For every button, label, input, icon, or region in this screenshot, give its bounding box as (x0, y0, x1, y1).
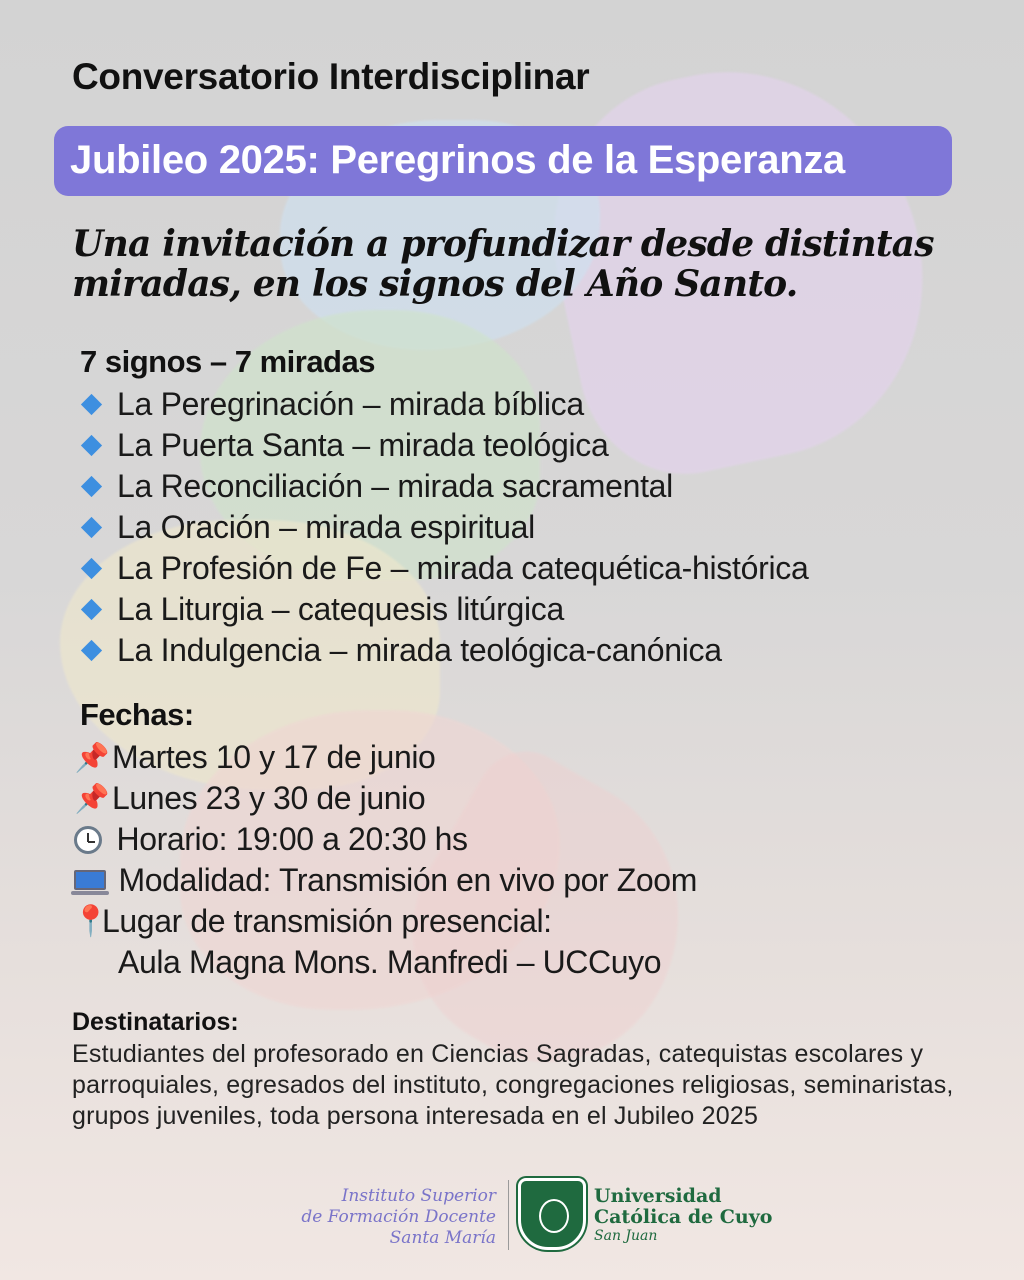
pushpin-icon: 📌 (74, 742, 110, 773)
diamond-bullet-icon (81, 393, 102, 414)
institute-name: Instituto Superior de Formación Docente Santa María (301, 1186, 496, 1248)
signs-title: 7 signos – 7 miradas (80, 344, 375, 379)
list-item: La Peregrinación – mirada bíblica (78, 384, 808, 425)
diamond-bullet-icon (81, 475, 102, 496)
laptop-icon (74, 870, 106, 890)
university-seal-logo (518, 1178, 586, 1250)
diamond-bullet-icon (81, 516, 102, 537)
footer-divider (508, 1180, 509, 1250)
place-label-item: 📍Lugar de transmisión presencial: (72, 901, 697, 942)
list-item: La Profesión de Fe – mirada catequética-histórica (78, 548, 808, 589)
banner-text: Jubileo 2025: Peregrinos de la Esperanza (70, 138, 845, 182)
diamond-bullet-icon (81, 434, 102, 455)
diamond-bullet-icon (81, 557, 102, 578)
title-banner (54, 126, 952, 196)
schedule-item: Horario: 19:00 a 20:30 hs (72, 819, 697, 860)
dates-title: Fechas: (80, 697, 194, 732)
page-title: Conversatorio Interdisciplinar (72, 56, 590, 97)
modality-item: Modalidad: Transmisión en vivo por Zoom (72, 860, 697, 901)
signs-list (78, 384, 808, 671)
diamond-bullet-icon (81, 598, 102, 619)
list-item: La Indulgencia – mirada teológica-canónica (78, 630, 808, 671)
date-item: 📌Lunes 23 y 30 de junio (72, 778, 697, 819)
tagline-line-1: Una invitación a profundizar desde distintas (72, 223, 934, 265)
diamond-bullet-icon (81, 639, 102, 660)
tagline-line-2: miradas, en los signos del Año Santo. (72, 263, 798, 305)
audience-text: Estudiantes del profesorado en Ciencias Sagradas, catequistas escolares y parroquiales, egresados del instituto, congregaciones religiosas, seminaristas, grupos juveniles, toda persona interesada en el Jubileo 2025 (72, 1040, 954, 1130)
university-name: Universidad Católica de Cuyo San Juan (594, 1185, 773, 1244)
event-info-list (72, 737, 697, 983)
list-item: La Oración – mirada espiritual (78, 507, 808, 548)
pushpin-icon: 📌 (74, 783, 110, 814)
audience-title: Destinatarios: (72, 1008, 239, 1036)
list-item: La Liturgia – catequesis litúrgica (78, 589, 808, 630)
clock-icon (74, 826, 102, 854)
list-item: La Reconciliación – mirada sacramental (78, 466, 808, 507)
list-item: La Puerta Santa – mirada teológica (78, 425, 808, 466)
location-pin-icon: 📍 (72, 905, 109, 938)
date-item: 📌Martes 10 y 17 de junio (72, 737, 697, 778)
place-item: Aula Magna Mons. Manfredi – UCCuyo (118, 944, 662, 980)
tagline (72, 224, 972, 304)
